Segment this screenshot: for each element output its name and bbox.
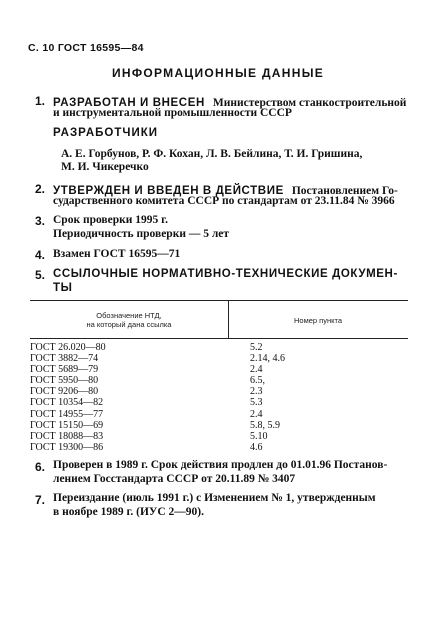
table-row-item: 2.4 bbox=[250, 364, 263, 376]
section-4-line1: Взамен ГОСТ 16595—71 bbox=[53, 248, 181, 260]
table-doc-column bbox=[30, 342, 106, 453]
developers-heading: РАЗРАБОТЧИКИ bbox=[53, 127, 158, 139]
table-row-doc: ГОСТ 19300—86 bbox=[30, 441, 104, 453]
table-row-doc: ГОСТ 14955—77 bbox=[30, 408, 104, 420]
table-row-doc: ГОСТ 9206—80 bbox=[30, 386, 99, 398]
section-7-number: 7. bbox=[35, 493, 46, 507]
table-row-doc: ГОСТ 15150—69 bbox=[30, 419, 104, 431]
developers-line1: А. Е. Горбунов, Р. Ф. Кохан, Л. В. Бейлина, Т. И. Гришина, bbox=[61, 148, 363, 160]
table-row-item: 5.8, 5.9 bbox=[250, 419, 280, 431]
table-header-rule bbox=[30, 338, 408, 339]
table-row-item: 2.14, 4.6 bbox=[250, 353, 285, 365]
table-row-doc: ГОСТ 5950—80 bbox=[30, 375, 99, 387]
section-2-number: 2. bbox=[35, 182, 46, 196]
section-6-line2: лением Госстандарта СССР от 20.11.89 № 3407 bbox=[53, 473, 296, 485]
table-col1-header-line2: на который дана ссылка bbox=[86, 320, 172, 329]
table-row-item: 5.2 bbox=[250, 342, 263, 353]
table-top-rule bbox=[30, 300, 408, 301]
table-row-item: 2.3 bbox=[250, 386, 263, 398]
page-header: С. 10 ГОСТ 16595—84 bbox=[28, 42, 144, 54]
table-row-doc: ГОСТ 26.020—80 bbox=[30, 342, 106, 353]
section-1-text: Министерством станкостроительной bbox=[212, 97, 407, 109]
table-col2-header: Номер пункта bbox=[293, 316, 342, 325]
section-2-heading: УТВЕРЖДЕН И ВВЕДЕН В ДЕЙСТВИЕ bbox=[53, 185, 284, 197]
section-1-line2: и инструментальной промышленности СССР bbox=[53, 107, 292, 119]
section-5-line1: ССЫЛОЧНЫЕ НОРМАТИВНО-ТЕХНИЧЕСКИЕ ДОКУМЕН- bbox=[53, 268, 398, 280]
section-2-line2: сударственного комитета СССР по стандартам от 23.11.84 № 3966 bbox=[53, 195, 395, 207]
section-3-line2: Периодичность проверки — 5 лет bbox=[53, 228, 230, 240]
section-3-line1: Срок проверки 1995 г. bbox=[53, 214, 168, 226]
section-5-number: 5. bbox=[35, 268, 46, 282]
section-2-text: Постановлением Го- bbox=[291, 185, 398, 197]
section-3-number: 3. bbox=[35, 214, 46, 228]
table-row-doc: ГОСТ 5689—79 bbox=[30, 364, 99, 376]
table-row-doc: ГОСТ 3882—74 bbox=[30, 353, 99, 365]
section-7-line1: Переиздание (июль 1991 г.) с Изменением № 1, утвержденным bbox=[53, 492, 376, 504]
table-row-doc: ГОСТ 18088—83 bbox=[30, 430, 104, 442]
table-row-item: 6.5, bbox=[250, 375, 265, 387]
table-item-column bbox=[250, 342, 285, 453]
table-col1-header-line1: Обозначение НТД, bbox=[96, 311, 162, 320]
section-7-line2: в ноябре 1989 г. (ИУС 2—90). bbox=[53, 506, 204, 518]
page-title: ИНФОРМАЦИОННЫЕ ДАННЫЕ bbox=[111, 66, 325, 80]
table-row-item: 5.3 bbox=[250, 397, 263, 409]
table-row-item: 2.4 bbox=[250, 408, 263, 420]
section-1-number: 1. bbox=[35, 94, 46, 108]
developers-line2: М. И. Чикеречко bbox=[61, 161, 149, 173]
section-1-heading: РАЗРАБОТАН И ВНЕСЕН bbox=[53, 97, 205, 109]
section-5-line2: ТЫ bbox=[53, 282, 73, 294]
section-4-number: 4. bbox=[35, 248, 46, 262]
table-row-item: 4.6 bbox=[250, 441, 263, 453]
table-row-doc: ГОСТ 10354—82 bbox=[30, 397, 104, 409]
table-row-item: 5.10 bbox=[250, 430, 268, 442]
section-6-number: 6. bbox=[35, 460, 46, 474]
section-6-line1: Проверен в 1989 г. Срок действия продлен до 01.01.96 Постанов- bbox=[53, 459, 388, 471]
